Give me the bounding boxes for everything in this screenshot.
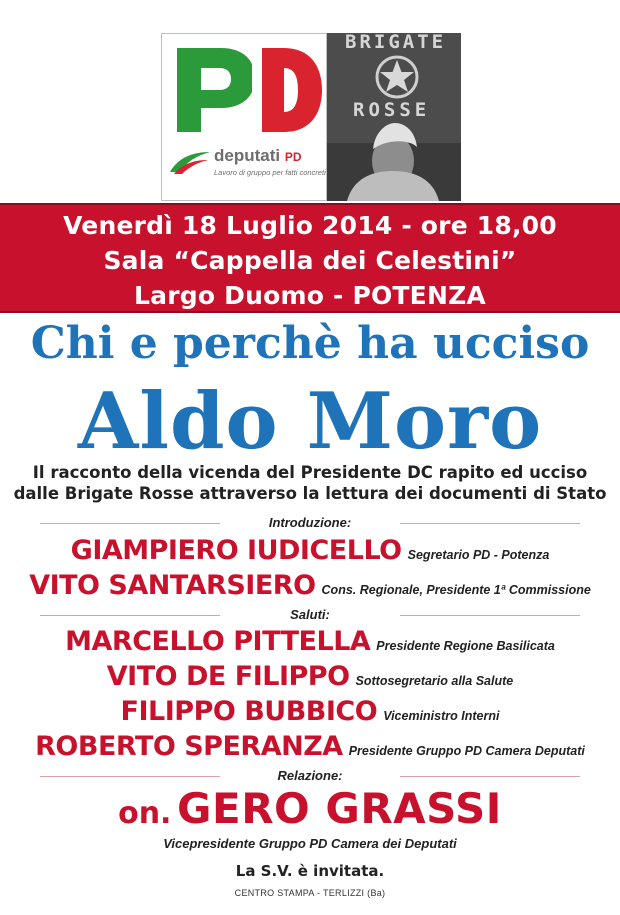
person-name: MARCELLO PITTELLA	[65, 626, 371, 657]
event-location: Largo Duomo - POTENZA	[134, 281, 486, 310]
speaker-row	[0, 626, 620, 657]
event-date: Venerdì 18 Luglio 2014 - ore 18,00	[63, 211, 557, 240]
section-greetings-label: Saluti:	[290, 607, 330, 622]
person-name: FILIPPO BUBBICO	[120, 696, 378, 727]
speaker-row	[0, 535, 620, 566]
printer-credit: CENTRO STAMPA - TERLIZZI (Ba)	[234, 888, 386, 898]
person-name: GIAMPIERO IUDICELLO	[70, 535, 402, 566]
event-banner	[0, 203, 620, 313]
section-greetings	[40, 607, 580, 623]
subtitle-line2: dalle Brigate Rosse attraverso la lettura dei documenti di Stato	[13, 484, 607, 503]
aldo-moro-photo	[327, 33, 461, 201]
speaker-prefix: on.	[118, 796, 172, 831]
speaker-name: GERO GRASSI	[177, 784, 502, 833]
person-name: VITO SANTARSIERO	[29, 570, 316, 601]
section-report-label: Relazione:	[277, 768, 343, 783]
brand-text: deputati	[214, 146, 281, 165]
speaker-row	[0, 731, 620, 762]
person-name: ROBERTO SPERANZA	[35, 731, 343, 762]
speaker-role: Vicepresidente Gruppo PD Camera dei Deputati	[163, 836, 457, 851]
divider	[400, 776, 580, 777]
speaker-row	[0, 570, 620, 601]
logo-tagline: Lavoro di gruppo per fatti concreti	[214, 168, 326, 177]
subtitle-line1: Il racconto della vicenda del Presidente DC rapito ed ucciso	[32, 463, 588, 482]
title-line1: Chi e perchè ha ucciso	[30, 318, 590, 369]
section-intro	[40, 515, 580, 531]
sign-line1: BRIGATE	[345, 33, 447, 53]
speaker-row	[0, 661, 620, 692]
person-role: Presidente Gruppo PD Camera Deputati	[348, 744, 585, 758]
person-role: Cons. Regionale, Presidente 1ª Commissione	[321, 583, 591, 597]
brand-mark: PD	[284, 150, 302, 164]
event-venue: Sala “Cappella dei Celestini”	[103, 246, 517, 275]
subtitle	[0, 462, 620, 504]
speaker-row	[0, 696, 620, 727]
person-role: Segretario PD - Potenza	[407, 548, 550, 562]
invitation-text: La S.V. è invitata.	[235, 862, 385, 880]
divider	[400, 615, 580, 616]
section-intro-label: Introduzione:	[268, 515, 352, 530]
person-role: Viceministro Interni	[383, 709, 500, 723]
title-line2: Aldo Moro	[77, 376, 543, 467]
divider	[400, 523, 580, 524]
pd-deputati-logo	[161, 33, 327, 201]
main-speaker	[0, 784, 620, 833]
sign-line2: ROSSE	[353, 99, 431, 121]
person-role: Sottosegretario alla Salute	[355, 674, 514, 688]
person-name: VITO DE FILIPPO	[106, 661, 350, 692]
section-report	[40, 768, 580, 784]
person-role: Presidente Regione Basilicata	[376, 639, 555, 653]
